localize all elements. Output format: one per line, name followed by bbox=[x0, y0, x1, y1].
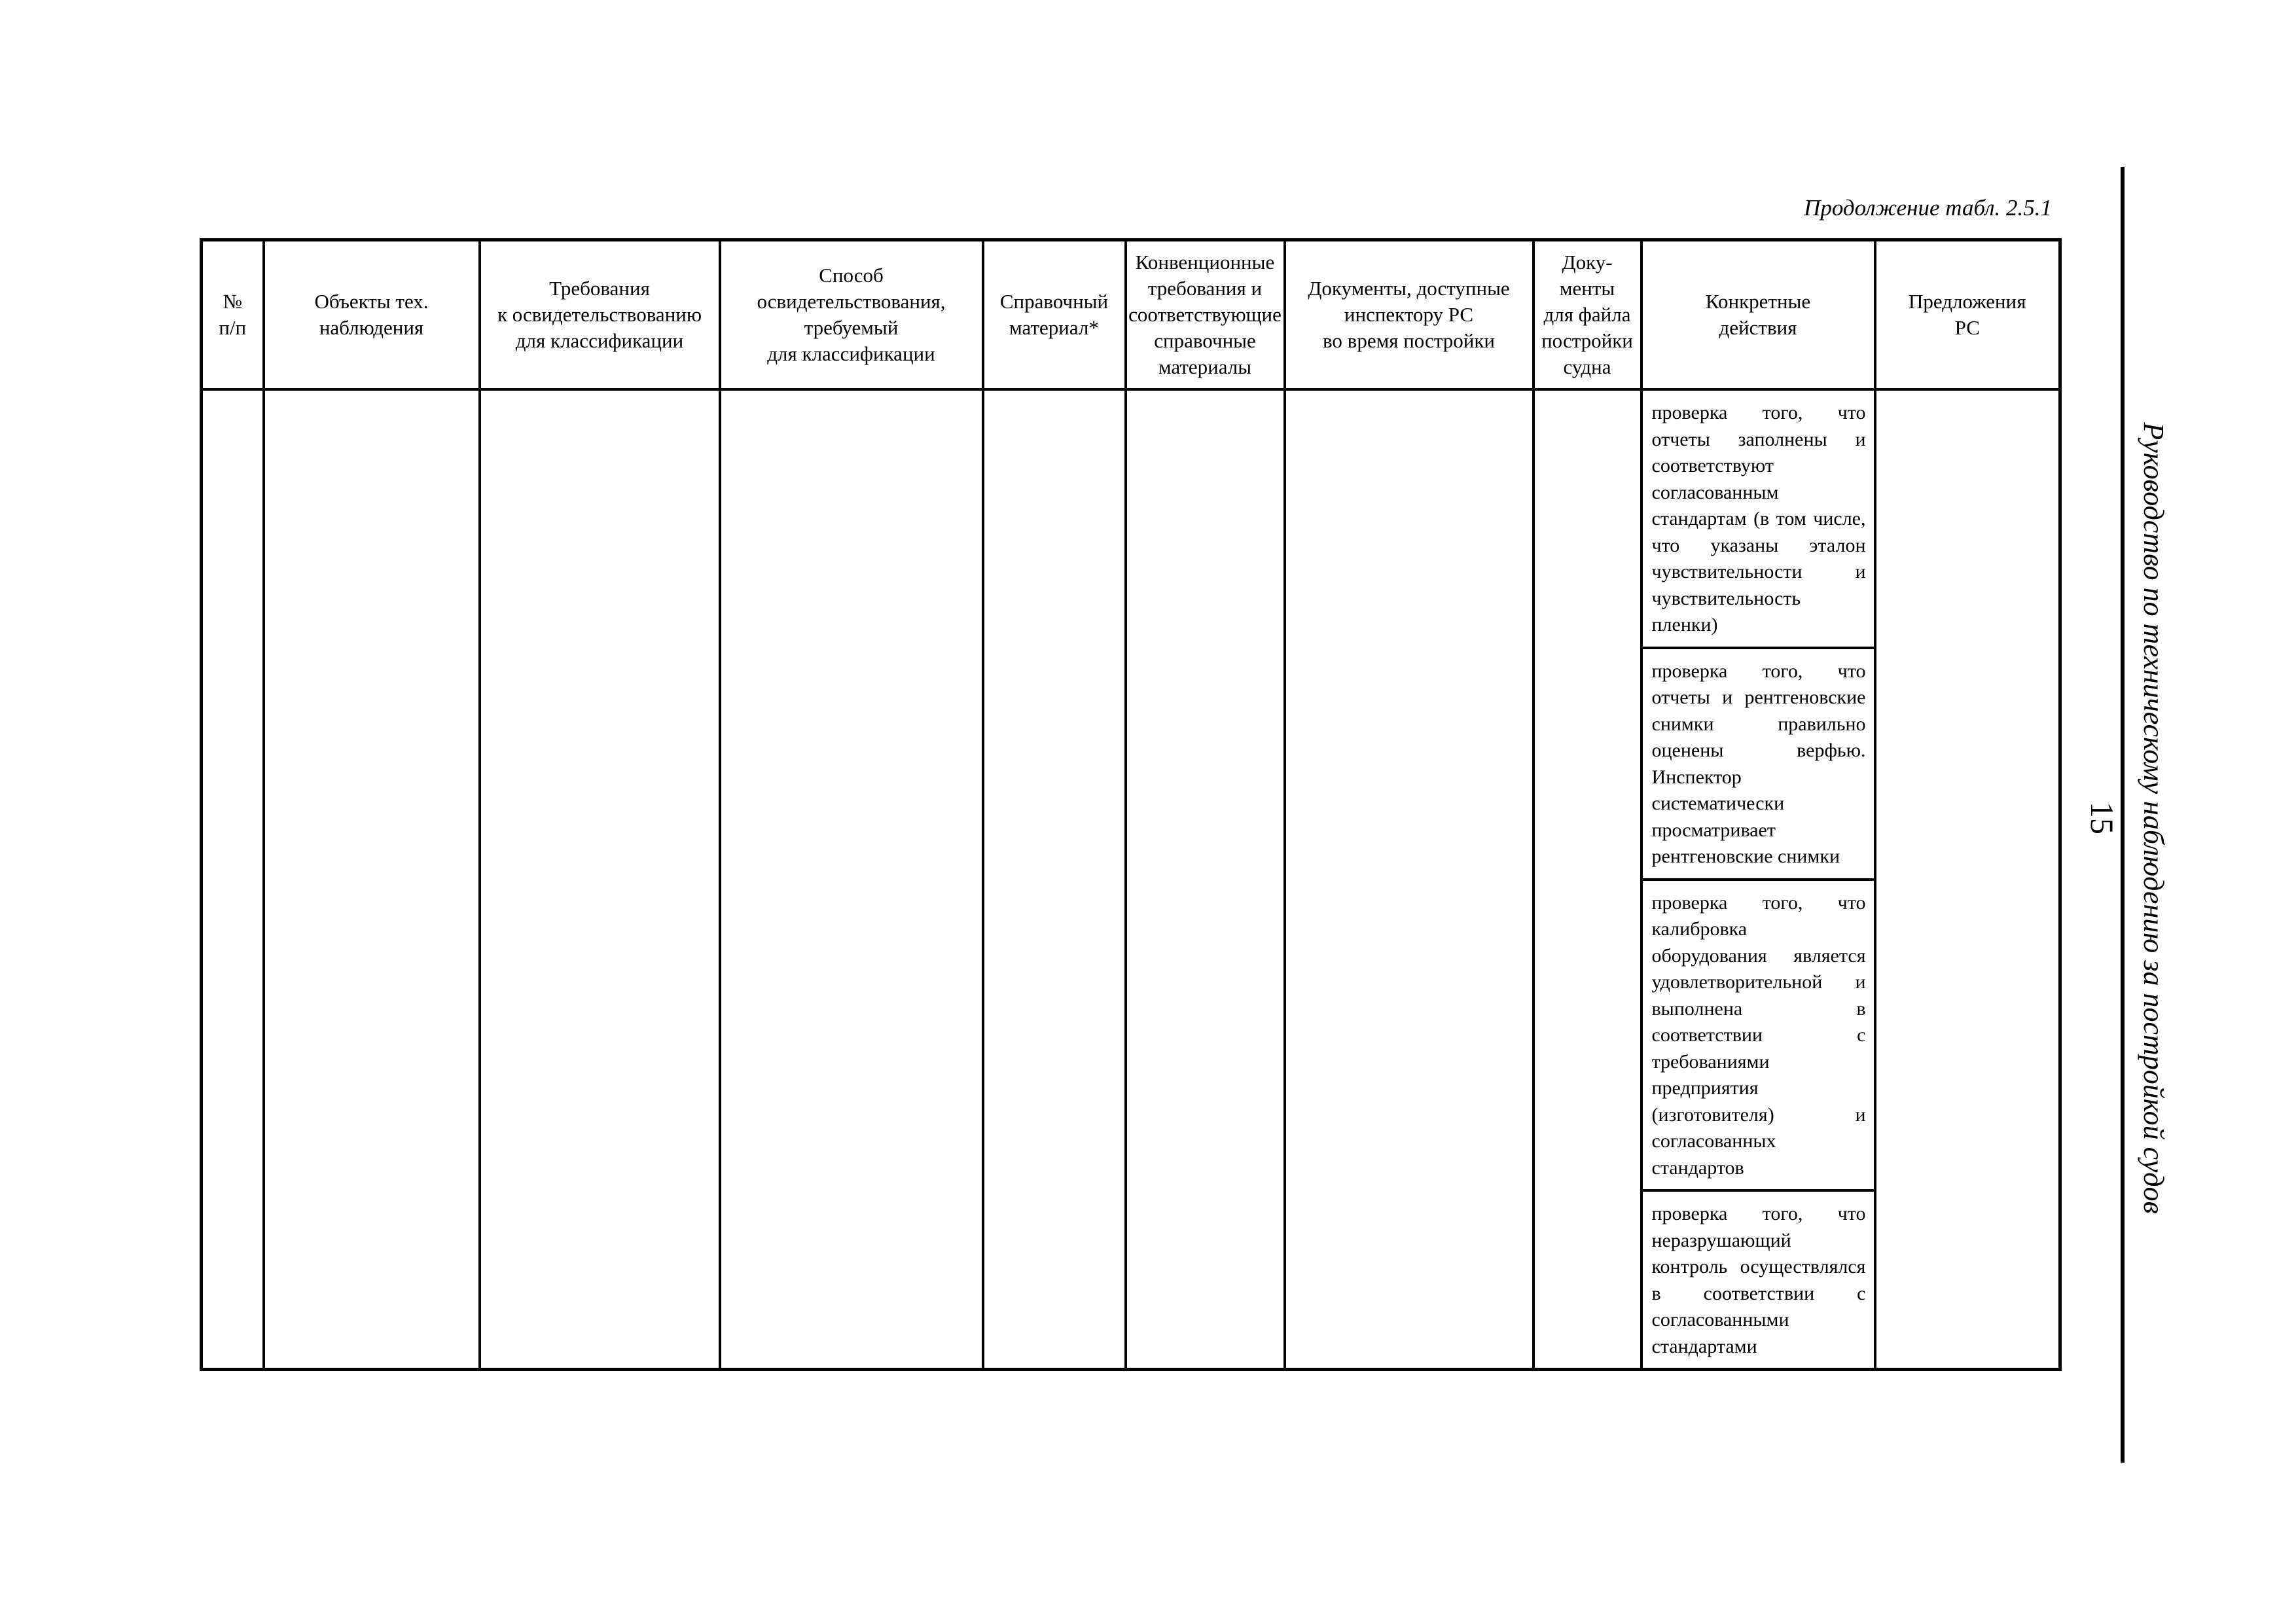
survey-requirements-cell bbox=[480, 389, 720, 1370]
available-documents-cell bbox=[1285, 389, 1534, 1370]
page-number: 15 bbox=[2084, 802, 2121, 834]
reference-material-cell bbox=[983, 389, 1126, 1370]
survey-objects-cell bbox=[264, 389, 480, 1370]
construction-file-documents-cell bbox=[1534, 389, 1641, 1370]
specific-actions-cell bbox=[1641, 389, 1875, 1370]
header-construction-file-documents: Доку- менты для файла постройки судна bbox=[1534, 240, 1641, 390]
header-survey-objects: Объекты тех. наблюдения bbox=[264, 240, 480, 390]
table-row bbox=[202, 389, 2060, 1370]
survey-table bbox=[200, 238, 2062, 1371]
header-reference-material: Справочный материал* bbox=[983, 240, 1126, 390]
action-item: проверка того, что калибровка оборудования является удовлетворительной и выполнена в соответствии с требованиями предприятия (изготовителя) и согласованных стандартов bbox=[1643, 881, 1874, 1192]
header-available-documents: Документы, доступные инспектору РС во время постройки bbox=[1285, 240, 1534, 390]
table-continuation-caption: Продолжение табл. 2.5.1 bbox=[1804, 195, 2052, 221]
header-rs-proposals: Предложения РС bbox=[1875, 240, 2060, 390]
side-rule-divider bbox=[2121, 167, 2125, 1463]
action-item: проверка того, что неразрушающий контроль осуществлялся в соответствии с согласованными стандартами bbox=[1651, 1203, 1866, 1357]
running-title: Руководство по техническому наблюдению за постройкой судов bbox=[2138, 422, 2170, 1214]
rs-proposals-cell bbox=[1875, 389, 2060, 1370]
specific-actions-list bbox=[1643, 391, 1874, 1368]
number-cell bbox=[202, 389, 264, 1370]
header-survey-method: Способ освидетельствования, требуемый для классификации bbox=[720, 240, 983, 390]
convention-requirements-cell bbox=[1126, 389, 1285, 1370]
header-number: № п/п bbox=[202, 240, 264, 390]
header-survey-requirements: Требования к освидетельствованию для классификации bbox=[480, 240, 720, 390]
action-item: проверка того, что отчеты заполнены и соответствуют согласованным стандартам (в том числе, что указаны эталон чувствительности и чувствительность пленки) bbox=[1643, 391, 1874, 649]
survey-method-cell bbox=[720, 389, 983, 1370]
table-header-row bbox=[202, 240, 2060, 390]
action-item: проверка того, что отчеты и рентгеновские снимки правильно оценены верфью. Инспектор систематически просматривает рентгеновские снимки bbox=[1643, 649, 1874, 881]
header-specific-actions: Конкретные действия bbox=[1641, 240, 1875, 390]
header-convention-requirements: Конвенционные требования и соответствующие справочные материалы bbox=[1126, 240, 1285, 390]
